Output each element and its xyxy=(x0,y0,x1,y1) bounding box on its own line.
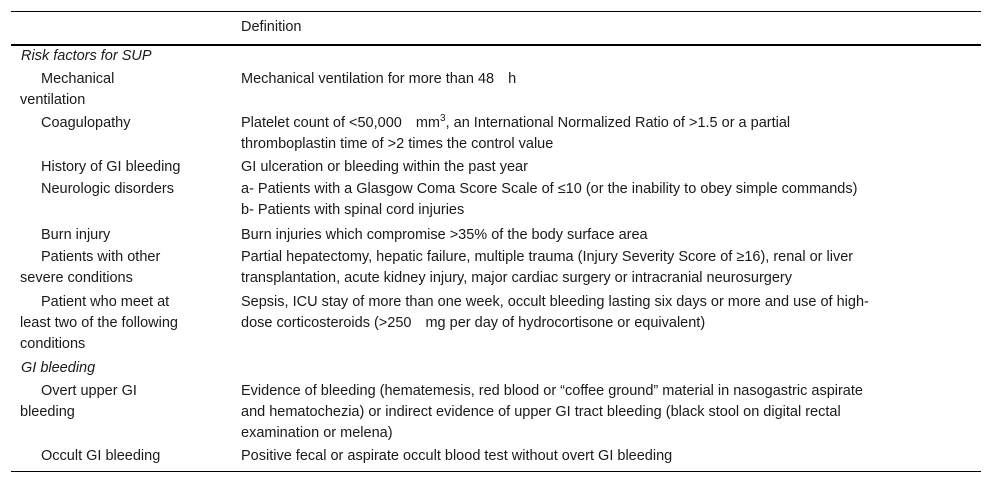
table-bottom-rule xyxy=(11,471,981,472)
row-def-coagulopathy: Platelet count of <50,000 $mm^3$, an International Normalized Ratio of >1.5 or a partial thromboplastin time of >2 times the control value xyxy=(241,113,791,152)
row-label-mechanical-ventilation: Mechanical ventilation xyxy=(20,71,115,108)
row-def-mechanical-ventilation: Mechanical ventilation for more than 48 h xyxy=(241,71,517,87)
row-def-occult-gi-bleeding: Positive fecal or aspirate occult blood test without overt GI bleeding xyxy=(241,448,673,464)
row-label-overt-upper-gi-bleeding: Overt upper GI bleeding xyxy=(20,383,137,420)
row-label-burn-injury: Burn injury xyxy=(41,227,111,243)
row-label-history-gi-bleeding: History of GI bleeding xyxy=(41,159,181,175)
row-def-overt-upper-gi-bleeding: Evidence of bleeding (hematemesis, red blood or “coffee ground” material in nasogastric aspirate and hematochezia) or indirect evidence of upper GI tract bleeding (black stool on digital rectal examination or melena) xyxy=(241,383,863,441)
table-header-rule xyxy=(11,44,981,46)
row-label-occult-gi-bleeding: Occult GI bleeding xyxy=(41,448,161,464)
header-definition: Definition xyxy=(241,19,302,35)
row-label-coagulopathy: Coagulopathy xyxy=(41,115,131,131)
row-def-neurologic-disorders: a- Patients with a Glasgow Coma Score Scale of ≤10 (or the inability to obey simple commands) b- Patients with spinal cord injuries xyxy=(241,181,858,218)
section-title-gi-bleeding: GI bleeding xyxy=(21,360,96,376)
table-top-rule xyxy=(11,11,981,12)
row-label-other-severe-conditions: Patients with other severe conditions xyxy=(20,249,161,286)
row-def-burn-injury: Burn injuries which compromise >35% of the body surface area xyxy=(241,227,648,243)
row-def-other-severe-conditions: Partial hepatectomy, hepatic failure, multiple trauma (Injury Severity Score of ≥16), renal or liver transplantation, acute kidney injury, major cardiac surgery or intracranial neurosurgery xyxy=(241,249,854,286)
row-label-neurologic-disorders: Neurologic disorders xyxy=(41,181,174,197)
row-label-two-conditions: Patient who meet at least two of the following conditions xyxy=(20,294,178,352)
row-def-two-conditions: Sepsis, ICU stay of more than one week, occult bleeding lasting six days or more and use of high- dose corticosteroids (>250 mg per day of hydrocortisone or equivalent) xyxy=(241,294,869,331)
row-def-history-gi-bleeding: GI ulceration or bleeding within the past year xyxy=(241,159,528,175)
section-title-risk-factors: Risk factors for SUP xyxy=(21,48,152,64)
